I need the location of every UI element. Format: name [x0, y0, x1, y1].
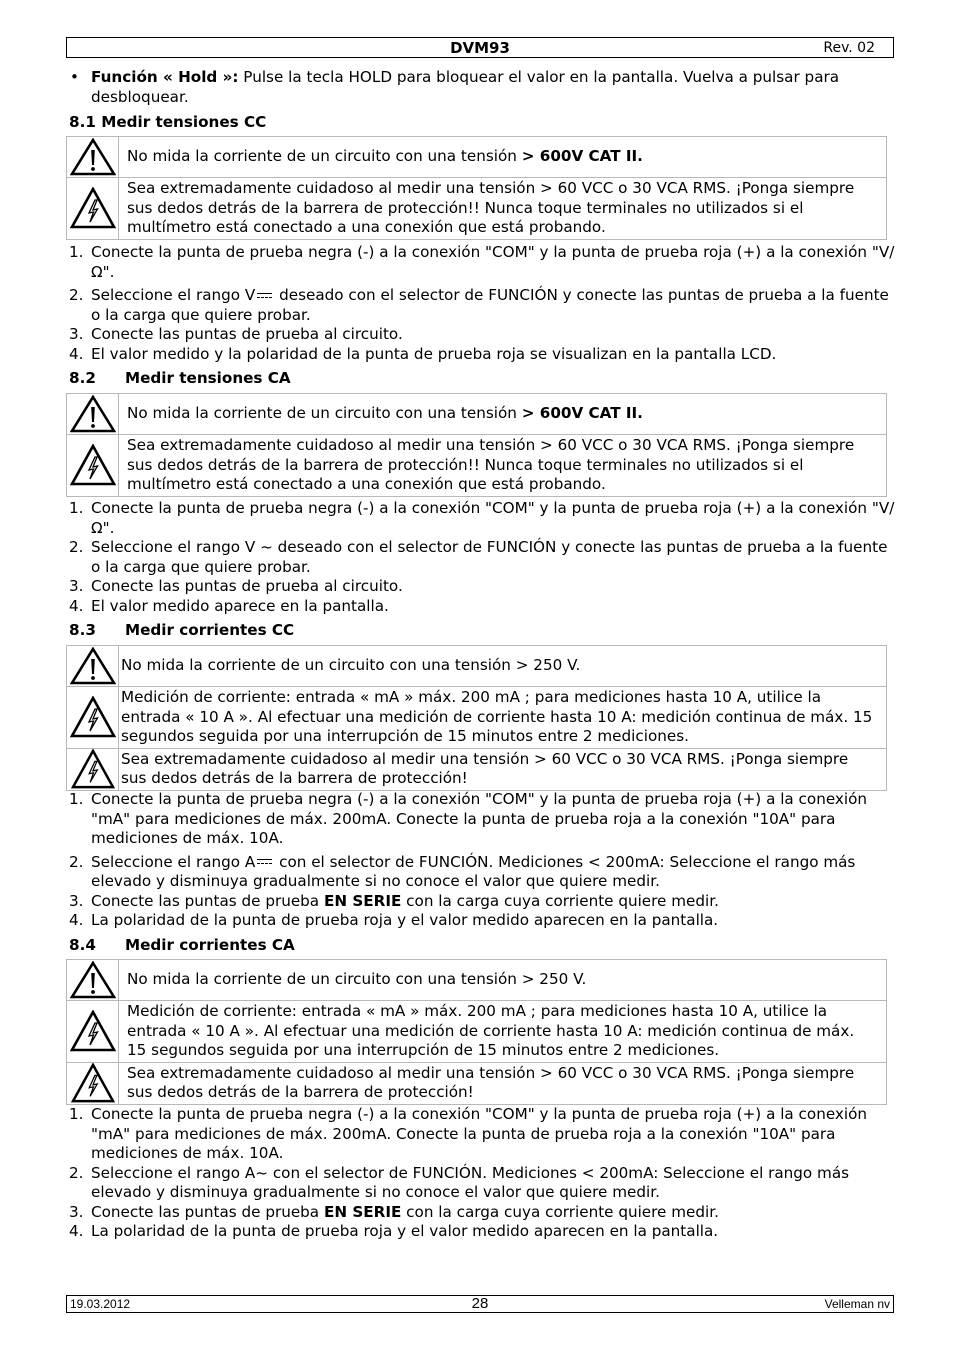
section-heading-8-4 — [69, 936, 295, 956]
item-text: con la carga cuya corriente quiere medir. — [401, 1202, 719, 1221]
list-item — [66, 790, 896, 849]
warning-triangle-icon — [67, 137, 119, 178]
footer-company: Velleman nv — [824, 1297, 890, 1311]
electric-shock-icon — [67, 1062, 119, 1104]
item-text: deseado con el selector de FUNCIÓN y conecte las puntas de prueba a la fuente o la carga que quiere probar. — [91, 286, 889, 324]
section-title: Medir tensiones CC — [101, 113, 267, 131]
warning-table-8-2 — [66, 393, 887, 497]
steps-8-4 — [66, 1105, 896, 1242]
warning-text-bold: > 600V CAT II. — [521, 404, 643, 423]
section-title: Medir corrientes CC — [125, 621, 295, 639]
item-text: Conecte las puntas de prueba — [91, 1202, 324, 1221]
hold-text: Pulse la tecla HOLD para bloquear el valor en la pantalla. Vuelva a pulsar para desbloquear. — [91, 68, 840, 106]
list-item — [66, 853, 896, 892]
revision-label: Rev. 02 — [823, 40, 875, 56]
section-heading-8-2 — [69, 369, 291, 389]
list-item — [66, 286, 896, 325]
list-item — [66, 597, 896, 617]
bullet-dot: • — [70, 68, 79, 86]
warning-text: Sea extremadamente cuidadoso al medir una tensión > 60 VCC o 30 VCA RMS. ¡Ponga siempre sus dedos detrás de la barrera de protección! — [119, 748, 887, 790]
electric-shock-icon — [67, 435, 119, 497]
list-item — [66, 892, 896, 912]
list-item — [66, 911, 896, 931]
warning-triangle-icon — [67, 960, 119, 1001]
warning-text: Medición de corriente: entrada « mA » máx. 200 mA ; para mediciones hasta 10 A, utilice la entrada « 10 A ». Al efectuar una medición de corriente hasta 10 A: medición continua de máx. 15 segundos seguida por una interrupción de 15 minutos entre 2 mediciones. — [119, 1001, 887, 1063]
section-heading-8-3 — [69, 621, 294, 641]
item-number: 2. — [69, 538, 84, 556]
warning-triangle-icon — [67, 646, 119, 687]
section-title: Medir corrientes CA — [125, 936, 295, 954]
warning-text: Medición de corriente: entrada « mA » máx. 200 mA ; para mediciones hasta 10 A, utilice la entrada « 10 A ». Al efectuar una medición de corriente hasta 10 A: medición continua de máx. 15 segundos seguida por una interrupción de 15 minutos entre 2 mediciones. — [119, 687, 887, 749]
item-text: Conecte las puntas de prueba — [91, 891, 324, 910]
warning-text: Sea extremadamente cuidadoso al medir una tensión > 60 VCC o 30 VCA RMS. ¡Ponga siempre sus dedos detrás de la barrera de protección! — [119, 1062, 887, 1104]
item-number: 2. — [69, 852, 84, 871]
warning-table-8-3 — [66, 645, 887, 791]
page-header — [66, 37, 894, 58]
electric-shock-icon — [67, 748, 119, 790]
item-text: Seleccione el rango V — [91, 286, 256, 304]
list-item — [66, 325, 896, 345]
item-text: con la carga cuya corriente quiere medir. — [401, 891, 719, 910]
item-text: con el selector de FUNCIÓN. Mediciones < 200mA: Seleccione el rango más elevado y disminuya gradualmente si no conoce el valor que quiere medir. — [91, 852, 856, 890]
item-number: 1. — [69, 499, 84, 517]
item-text: El valor medido y la polaridad de la punta de prueba roja se visualizan en la pantalla LCD. — [91, 344, 777, 363]
list-item — [66, 577, 896, 597]
list-item — [66, 1222, 896, 1242]
item-text-bold: EN SERIE — [323, 891, 402, 910]
item-text-bold: EN SERIE — [323, 1202, 402, 1221]
item-text: Conecte las puntas de prueba al circuito. — [91, 577, 403, 595]
steps-8-2 — [66, 499, 896, 616]
item-text: Conecte la punta de prueba negra (-) a la conexión "COM" y la punta de prueba roja (+) a la conexión "mA" para mediciones de máx. 200mA. Conecte la punta de prueba roja a la conexión "10A" para mediciones de máx. 10A. — [91, 1105, 868, 1162]
item-text: Seleccione el rango A — [91, 852, 256, 871]
item-text: La polaridad de la punta de prueba roja y el valor medido aparecen en la pantalla. — [91, 911, 719, 929]
list-item — [66, 1164, 896, 1203]
item-number: 1. — [69, 1105, 84, 1123]
warning-text: No mida la corriente de un circuito con una tensión > 250 V. — [119, 646, 887, 687]
item-text: Conecte la punta de prueba negra (-) a la conexión "COM" y la punta de prueba roja (+) a la conexión "mA" para mediciones de máx. 200mA. Conecte la punta de prueba roja a la conexión "10A" para mediciones de máx. 10A. — [91, 790, 868, 847]
section-number: 8.2 — [69, 369, 96, 387]
list-item — [66, 1203, 896, 1223]
dc-symbol-icon — [257, 857, 272, 867]
item-number: 3. — [69, 577, 84, 595]
footer-date: 19.03.2012 — [70, 1297, 131, 1311]
item-text: Conecte las puntas de prueba al circuito. — [91, 325, 403, 343]
hold-label: Función « Hold »: — [91, 68, 239, 86]
warning-text — [119, 137, 887, 178]
hold-bullet — [66, 68, 896, 107]
warning-text-part: No mida la corriente de un circuito con una tensión — [127, 404, 522, 423]
item-number: 2. — [69, 1163, 84, 1182]
page-number: 28 — [471, 1295, 489, 1312]
item-text: Seleccione el rango A~ con el selector de FUNCIÓN. Mediciones < 200mA: Seleccione el rango más elevado y disminuya gradualmente si no conoce el valor que quiere medir. — [91, 1163, 850, 1201]
item-number: 1. — [69, 243, 84, 261]
list-item — [66, 345, 896, 365]
item-text: El valor medido aparece en la pantalla. — [91, 596, 389, 615]
electric-shock-icon — [67, 178, 119, 240]
steps-8-3 — [66, 790, 896, 931]
dc-symbol-icon — [257, 291, 272, 301]
list-item — [66, 1105, 896, 1164]
document-title: DVM93 — [450, 39, 510, 57]
item-number: 4. — [69, 1222, 84, 1240]
warning-text-part: No mida la corriente de un circuito con una tensión — [127, 147, 522, 166]
list-item — [66, 499, 896, 538]
list-item — [66, 538, 896, 577]
item-number: 3. — [69, 891, 84, 910]
warning-text: Sea extremadamente cuidadoso al medir una tensión > 60 VCC o 30 VCA RMS. ¡Ponga siempre sus dedos detrás de la barrera de protección!! Nunca toque terminales no utilizados si el multímetro está conectado a una conexión que está probando. — [119, 435, 887, 497]
item-number: 4. — [69, 596, 84, 615]
item-text: Conecte la punta de prueba negra (-) a la conexión "COM" y la punta de prueba roja (+) a la conexión "V/Ω". — [91, 499, 895, 537]
warning-text: No mida la corriente de un circuito con una tensión > 250 V. — [119, 960, 887, 1001]
electric-shock-icon — [67, 687, 119, 749]
electric-shock-icon — [67, 1001, 119, 1063]
section-number: 8.4 — [69, 936, 96, 954]
warning-text-bold: > 600V CAT II. — [521, 147, 643, 166]
warning-triangle-icon — [67, 394, 119, 435]
item-text: Conecte la punta de prueba negra (-) a la conexión "COM" y la punta de prueba roja (+) a la conexión "V/Ω". — [91, 243, 895, 281]
item-number: 3. — [69, 1202, 84, 1221]
item-number: 2. — [69, 286, 84, 304]
section-heading-8-1 — [69, 113, 266, 133]
page-footer — [66, 1295, 894, 1313]
item-number: 1. — [69, 790, 84, 808]
warning-table-8-1 — [66, 136, 887, 240]
list-item — [66, 243, 896, 282]
item-text: La polaridad de la punta de prueba roja y el valor medido aparecen en la pantalla. — [91, 1222, 719, 1240]
steps-8-1 — [66, 243, 896, 364]
warning-table-8-4 — [66, 959, 887, 1105]
section-number: 8.1 — [69, 113, 96, 131]
item-number: 3. — [69, 325, 84, 343]
item-number: 4. — [69, 344, 84, 363]
section-number: 8.3 — [69, 621, 96, 639]
item-text: Seleccione el rango V ~ deseado con el selector de FUNCIÓN y conecte las puntas de prueba a la fuente o la carga que quiere probar. — [91, 538, 888, 576]
warning-text — [119, 394, 887, 435]
item-number: 4. — [69, 911, 84, 929]
section-title: Medir tensiones CA — [125, 369, 291, 387]
warning-text: Sea extremadamente cuidadoso al medir una tensión > 60 VCC o 30 VCA RMS. ¡Ponga siempre sus dedos detrás de la barrera de protección!! Nunca toque terminales no utilizados si el multímetro está conectado a una conexión que está probando. — [119, 178, 887, 240]
